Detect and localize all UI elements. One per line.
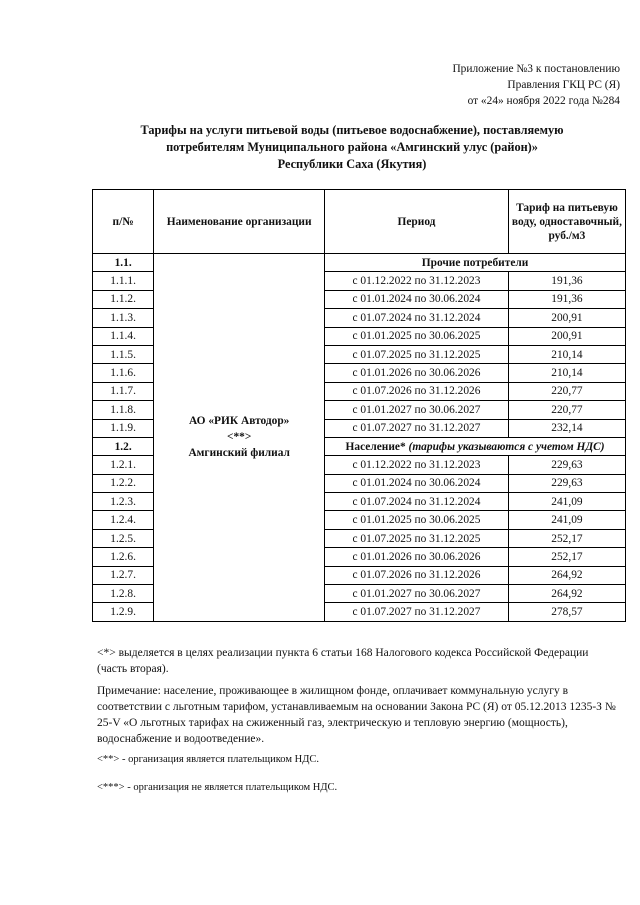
title-line-2: потребителям Муниципального района «Амгинский улус (район)»: [166, 140, 538, 154]
appendix-line-2: Правления ГКЦ РС (Я): [507, 79, 620, 91]
row-num: 1.1.1.: [93, 272, 154, 290]
remark-note: Примечание: население, проживающее в жилищном фонде, оплачивает коммунальную услугу в соответствии с льготным тарифом, устанавливаемым на основании Закона РС (Я) от 05.12.2013 1235-З № 25-V «О льготных тарифах на сжиженный газ, электрическую и тепловую энергию (мощность), водоснабжение и водоотведение».: [97, 685, 616, 745]
row-num: 1.2.7.: [93, 566, 154, 584]
row-period: с 01.01.2026 по 30.06.2026: [325, 548, 509, 566]
row-num: 1.1.2.: [93, 290, 154, 308]
row-num: 1.1.9.: [93, 419, 154, 437]
vat-note: <*> выделяется в целях реализации пункта 6 статьи 168 Налогового кодекса Российской Федерации (часть вторая).: [97, 647, 589, 675]
table-header-row: [93, 190, 626, 254]
title-line-3: Республики Саха (Якутия): [277, 157, 427, 171]
row-period: с 01.01.2027 по 30.06.2027: [325, 401, 509, 419]
row-period: с 01.07.2025 по 31.12.2025: [325, 529, 509, 547]
row-num: 1.1.6.: [93, 364, 154, 382]
row-period: с 01.07.2027 по 31.12.2027: [325, 419, 509, 437]
org-name: АО «РИК Автодор»: [188, 415, 290, 428]
header-period: Период: [325, 190, 509, 254]
row-price: 210,14: [508, 364, 625, 382]
row-num: 1.1.3.: [93, 309, 154, 327]
group-label: Прочие потребители: [325, 254, 626, 272]
tariff-table: [92, 189, 626, 622]
row-num: 1.1.8.: [93, 401, 154, 419]
header-num: п/№: [93, 190, 154, 254]
row-price: 220,77: [508, 382, 625, 400]
row-price: 241,09: [508, 511, 625, 529]
row-num: 1.2.9.: [93, 603, 154, 621]
row-price: 200,91: [508, 327, 625, 345]
row-num: 1.2.4.: [93, 511, 154, 529]
row-price: 210,14: [508, 345, 625, 363]
row-period: с 01.01.2026 по 30.06.2026: [325, 364, 509, 382]
row-price: 252,17: [508, 529, 625, 547]
row-price: 232,14: [508, 419, 625, 437]
row-num: 1.2.8.: [93, 585, 154, 603]
row-num: 1.1.5.: [93, 345, 154, 363]
row-num: 1.2.5.: [93, 529, 154, 547]
header-price: Тариф на питьевую воду, одноставочный, руб./м3: [508, 190, 625, 254]
group-label: [325, 437, 626, 455]
row-period: с 01.01.2025 по 30.06.2025: [325, 327, 509, 345]
row-period: с 01.01.2027 по 30.06.2027: [325, 585, 509, 603]
row-num: 1.2.3.: [93, 493, 154, 511]
row-price: 264,92: [508, 566, 625, 584]
row-price: 220,77: [508, 401, 625, 419]
non-vat-payer-note: <***> - организация не является плательщиком НДС.: [97, 782, 338, 793]
row-price: 252,17: [508, 548, 625, 566]
group-num: 1.1.: [93, 254, 154, 272]
row-price: 229,63: [508, 474, 625, 492]
table-body: [93, 254, 626, 622]
group-label-main: Население*: [345, 440, 409, 453]
row-period: с 01.07.2027 по 31.12.2027: [325, 603, 509, 621]
appendix-line-3: от «24» ноября 2022 года №284: [467, 95, 620, 107]
group-row-other-consumers: [93, 254, 626, 272]
row-price: 241,09: [508, 493, 625, 511]
row-period: с 01.12.2022 по 31.12.2023: [325, 456, 509, 474]
row-num: 1.1.7.: [93, 382, 154, 400]
group-label-vat: (тарифы указываются с учетом НДС): [408, 440, 605, 453]
row-price: 200,91: [508, 309, 625, 327]
row-num: 1.2.6.: [93, 548, 154, 566]
row-price: 191,36: [508, 272, 625, 290]
appendix-line-1: Приложение №3 к постановлению: [452, 63, 620, 75]
organization-cell: [154, 254, 325, 622]
row-period: с 01.07.2024 по 31.12.2024: [325, 309, 509, 327]
row-price: 191,36: [508, 290, 625, 308]
vat-payer-note: <**> - организация является плательщиком НДС.: [97, 754, 319, 765]
row-period: с 01.07.2025 по 31.12.2025: [325, 345, 509, 363]
notes-section: [97, 645, 617, 753]
row-price: 264,92: [508, 585, 625, 603]
header-org: Наименование организации: [154, 190, 325, 254]
row-period: с 01.01.2025 по 30.06.2025: [325, 511, 509, 529]
row-period: с 01.07.2026 по 31.12.2026: [325, 382, 509, 400]
row-num: 1.2.2.: [93, 474, 154, 492]
title-line-1: Тарифы на услуги питьевой воды (питьевое водоснабжение), поставляемую: [140, 123, 564, 137]
org-vat-mark: <**>: [226, 431, 252, 444]
row-period: с 01.07.2026 по 31.12.2026: [325, 566, 509, 584]
row-period: с 01.01.2024 по 30.06.2024: [325, 474, 509, 492]
document-title: [92, 122, 612, 173]
appendix-header: [452, 61, 620, 109]
row-price: 278,57: [508, 603, 625, 621]
row-price: 229,63: [508, 456, 625, 474]
row-period: с 01.07.2024 по 31.12.2024: [325, 493, 509, 511]
row-period: с 01.12.2022 по 31.12.2023: [325, 272, 509, 290]
row-num: 1.1.4.: [93, 327, 154, 345]
row-num: 1.2.1.: [93, 456, 154, 474]
group-num: 1.2.: [93, 437, 154, 455]
row-period: с 01.01.2024 по 30.06.2024: [325, 290, 509, 308]
org-branch: Амгинский филиал: [188, 447, 290, 460]
